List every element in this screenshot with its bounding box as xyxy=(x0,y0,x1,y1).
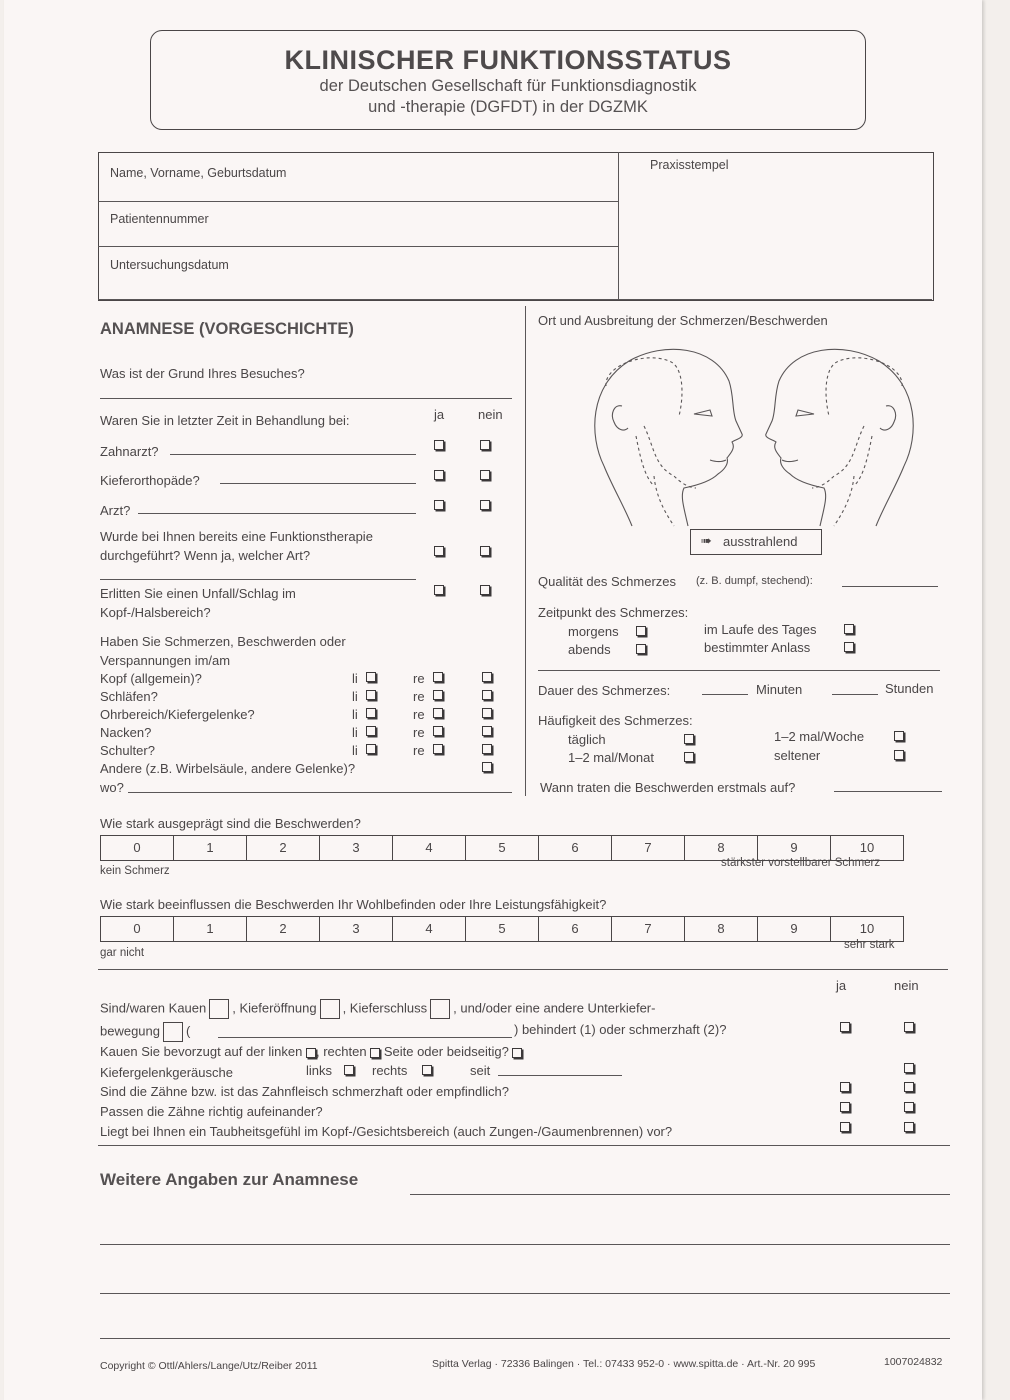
accident-question-1: Erlitten Sie einen Unfall/Schlag im xyxy=(100,586,296,601)
anamnese-heading: ANAMNESE (VORGESCHICHTE) xyxy=(100,320,354,338)
left-jaw-zone xyxy=(644,426,696,488)
ohr-li-checkbox[interactable] xyxy=(366,708,376,718)
first-onset-label: Wann traten die Beschwerden erstmals auf? xyxy=(540,780,796,795)
scale2-option[interactable]: 0 xyxy=(101,917,174,941)
taeglich-checkbox[interactable] xyxy=(684,734,694,744)
bewegung-box[interactable] xyxy=(163,1022,183,1042)
re-label: re xyxy=(413,725,425,740)
further-input-1[interactable] xyxy=(410,1194,950,1195)
pain-item-kopf: Kopf (allgemein)? xyxy=(100,671,202,686)
pain-question-2: Verspannungen im/am xyxy=(100,653,231,668)
further-input-4[interactable] xyxy=(100,1338,950,1339)
left-temporal-zone xyxy=(606,358,682,416)
seit-input[interactable] xyxy=(498,1075,622,1076)
andere-label: Andere (z.B. Wirbelsäule, andere Gelenke)? xyxy=(100,761,356,776)
taubheit-nein-checkbox[interactable] xyxy=(904,1122,914,1132)
re-label: re xyxy=(413,671,425,686)
accident-question-2: Kopf-/Halsbereich? xyxy=(100,605,211,620)
abends-checkbox[interactable] xyxy=(636,644,646,654)
head-diagram[interactable] xyxy=(584,336,924,536)
legend-box xyxy=(690,529,822,555)
treatment-question: Waren Sie in letzter Zeit in Behandlung bei: xyxy=(100,413,350,428)
schulter-re-checkbox[interactable] xyxy=(433,744,443,754)
re-label: re xyxy=(413,707,425,722)
title-box xyxy=(150,30,866,130)
andere-bewegung-label: , und/oder eine andere Unterkiefer- xyxy=(453,1000,656,1016)
tages-label: im Laufe des Tages xyxy=(704,622,817,637)
therapy-question-1: Wurde bei Ihnen bereits eine Funktionstherapie xyxy=(100,529,373,544)
geraeusche-nein-checkbox[interactable] xyxy=(904,1063,914,1073)
article-code: 1007024832 xyxy=(884,1356,943,1368)
woche-checkbox[interactable] xyxy=(894,731,904,741)
passen-ja-checkbox[interactable] xyxy=(840,1102,850,1112)
left-neck-back xyxy=(604,466,632,526)
scale2-option[interactable]: 10 xyxy=(859,921,875,936)
right-jaw-zone xyxy=(812,426,864,488)
hours-input[interactable] xyxy=(832,694,878,695)
frequency-heading: Häufigkeit des Schmerzes: xyxy=(538,713,693,728)
visit-reason-label: Was ist der Grund Ihres Besuches? xyxy=(100,366,305,381)
time-heading: Zeitpunkt des Schmerzes: xyxy=(538,605,689,620)
quality-hint: (z. B. dumpf, stechend): xyxy=(696,575,813,587)
scale1-option[interactable]: 10 xyxy=(859,840,875,855)
seit-label: seit xyxy=(470,1063,491,1078)
name-field[interactable]: Name, Vorname, Geburtsdatum xyxy=(110,166,287,180)
copyright: Copyright © Ottl/Ahlers/Lange/Utz/Reiber 2011 xyxy=(100,1360,318,1372)
oeffnung-label: , Kieferöffnung xyxy=(232,1000,317,1016)
patient-divider xyxy=(618,152,619,299)
schluss-box[interactable] xyxy=(430,999,450,1019)
further-input-2[interactable] xyxy=(100,1244,950,1245)
right-neck-back xyxy=(876,466,904,526)
zahnarzt-input[interactable] xyxy=(170,454,416,455)
monat-label: 1–2 mal/Monat xyxy=(568,750,654,765)
scale2-option[interactable]: 4 xyxy=(393,917,466,941)
bewegung-label: bewegung xyxy=(100,1023,160,1039)
nacken-li-checkbox[interactable] xyxy=(366,726,376,736)
li-label: li xyxy=(352,689,358,704)
arzt-nein-checkbox[interactable] xyxy=(480,500,490,510)
scale2-option[interactable]: 6 xyxy=(539,917,612,941)
anlass-label: bestimmter Anlass xyxy=(704,640,811,655)
scale1-option[interactable]: 4 xyxy=(393,836,466,860)
further-heading: Weitere Angaben zur Anamnese xyxy=(100,1170,359,1189)
right-mouth xyxy=(782,460,798,462)
arzt-ja-checkbox[interactable] xyxy=(434,500,444,510)
scale2-option[interactable]: 1 xyxy=(174,917,247,941)
kopf-re-checkbox[interactable] xyxy=(433,672,443,682)
scale2-option[interactable]: 7 xyxy=(612,917,685,941)
zaehne-label: Sind die Zähne bzw. ist das Zahnfleisch schmerzhaft oder empfindlich? xyxy=(100,1084,509,1099)
kfo-nein-checkbox[interactable] xyxy=(480,470,490,480)
patient-line-1 xyxy=(98,201,618,202)
abends-label: abends xyxy=(568,642,611,657)
func1-nein-checkbox[interactable] xyxy=(904,1022,914,1032)
kauen-links-label: Kauen Sie bevorzugt auf der linken xyxy=(100,1044,303,1059)
behindert-label: ) behindert (1) oder schmerzhaft (2)? xyxy=(514,1022,727,1037)
taeglich-label: täglich xyxy=(568,732,606,747)
left-head-outline xyxy=(595,349,742,526)
right-head-outline xyxy=(766,349,913,526)
scale1-option[interactable]: 1 xyxy=(174,836,247,860)
bewegung-input[interactable] xyxy=(218,1037,512,1038)
head-diagram-svg xyxy=(584,336,924,536)
kopf-nein-checkbox[interactable] xyxy=(482,672,492,682)
func-ja-header: ja xyxy=(836,978,847,993)
seltener-label: seltener xyxy=(774,748,821,763)
passen-label: Passen die Zähne richtig aufeinander? xyxy=(100,1104,323,1119)
scale2-option[interactable]: 5 xyxy=(466,917,539,941)
scale1-option[interactable]: 7 xyxy=(612,836,685,860)
time-input[interactable] xyxy=(538,670,940,671)
andere-nein-checkbox[interactable] xyxy=(482,762,492,772)
left-mouth xyxy=(710,460,726,462)
scale2-question: Wie stark beeinflussen die Beschwerden Ihr Wohlbefinden oder Ihre Leistungsfähigkeit? xyxy=(100,897,607,912)
pain-question-1: Haben Sie Schmerzen, Beschwerden oder xyxy=(100,634,346,649)
kauen-label: Sind/waren Kauen xyxy=(100,1000,207,1016)
left-ear xyxy=(612,406,628,430)
taubheit-label: Liegt bei Ihnen ein Taubheitsgefühl im Kopf-/Gesichtsbereich (auch Zungen-/Gaumenbrennen) vor? xyxy=(100,1124,673,1139)
quality-input[interactable] xyxy=(842,586,938,587)
therapy-nein-checkbox[interactable] xyxy=(480,546,490,556)
patient-line-2 xyxy=(98,246,618,247)
accident-nein-checkbox[interactable] xyxy=(480,585,490,595)
morgens-label: morgens xyxy=(568,624,619,639)
therapy-ja-checkbox[interactable] xyxy=(434,546,444,556)
schulter-nein-checkbox[interactable] xyxy=(482,744,492,754)
schulter-li-checkbox[interactable] xyxy=(366,744,376,754)
li-label: li xyxy=(352,743,358,758)
kauen-rechts-checkbox[interactable] xyxy=(370,1048,380,1058)
scale1-option[interactable]: 5 xyxy=(466,836,539,860)
pain-item-ohr: Ohrbereich/Kiefergelenke? xyxy=(100,707,255,722)
right-temporal-zone xyxy=(826,358,902,416)
pain-item-nacken: Nacken? xyxy=(100,725,152,740)
func-nein-header: nein xyxy=(894,978,919,993)
column-divider xyxy=(525,306,526,796)
scale1-option[interactable]: 3 xyxy=(320,836,393,860)
scale1-option[interactable]: 9 xyxy=(758,836,831,860)
func1-ja-checkbox[interactable] xyxy=(840,1022,850,1032)
right-ear xyxy=(880,406,896,430)
beidseitig-label: Seite oder beidseitig? xyxy=(383,1044,509,1059)
monat-checkbox[interactable] xyxy=(684,752,694,762)
arzt-input[interactable] xyxy=(138,513,416,514)
schlaefen-li-checkbox[interactable] xyxy=(366,690,376,700)
first-onset-input[interactable] xyxy=(834,791,942,792)
publisher: Spitta Verlag · 72336 Balingen · Tel.: 07433 952-0 · www.spitta.de · Art.-Nr. 20 995 xyxy=(432,1358,816,1370)
pain-location-heading: Ort und Ausbreitung der Schmerzen/Beschwerden xyxy=(538,313,828,328)
kfo-label: Kieferorthopäde? xyxy=(100,473,200,488)
scale2-option[interactable]: 8 xyxy=(685,917,758,941)
left-eye xyxy=(694,410,712,416)
duration-label: Dauer des Schmerzes: xyxy=(538,683,671,698)
li-label: li xyxy=(352,707,358,722)
seltener-checkbox[interactable] xyxy=(894,750,904,760)
li-label: li xyxy=(352,725,358,740)
scale1-low-label: kein Schmerz xyxy=(100,865,170,877)
scale2-high-label: sehr stark xyxy=(844,939,895,951)
nacken-nein-checkbox[interactable] xyxy=(482,726,492,736)
zahnarzt-ja-checkbox[interactable] xyxy=(434,440,444,450)
minutes-input[interactable] xyxy=(702,694,748,695)
form-subtitle-1: der Deutschen Gesellschaft für Funktionsdiagnostik xyxy=(319,77,697,95)
minuten-label: Minuten xyxy=(756,682,803,697)
therapy-input[interactable] xyxy=(100,579,416,580)
wo-input[interactable] xyxy=(128,792,512,793)
exam-date-field[interactable]: Untersuchungsdatum xyxy=(110,258,229,272)
beidseitig-checkbox[interactable] xyxy=(512,1048,522,1058)
schluss-label: , Kieferschluss xyxy=(342,1000,428,1016)
tages-checkbox[interactable] xyxy=(844,624,854,634)
form-subtitle-2: und -therapie (DGFDT) in der DGZMK xyxy=(368,98,648,116)
ohr-re-checkbox[interactable] xyxy=(433,708,443,718)
pain-item-schlaefen: Schläfen? xyxy=(100,689,158,704)
zaehne-ja-checkbox[interactable] xyxy=(840,1082,850,1092)
wo-label: wo? xyxy=(100,780,124,795)
form-sheet xyxy=(4,0,982,1400)
legend-arrow-icon: ➠ xyxy=(701,533,712,548)
divider-2 xyxy=(98,969,948,970)
scale2-option[interactable]: 9 xyxy=(758,917,831,941)
scale1-option[interactable]: 6 xyxy=(539,836,612,860)
woche-label: 1–2 mal/Woche xyxy=(774,729,865,744)
re-label: re xyxy=(413,689,425,704)
kauen-box[interactable] xyxy=(209,999,229,1019)
pain-item-schulter: Schulter? xyxy=(100,743,155,758)
legend-label: ausstrahlend xyxy=(723,534,798,549)
func-line-1 xyxy=(100,999,655,1019)
right-eye xyxy=(796,410,814,416)
practice-stamp-field[interactable]: Praxisstempel xyxy=(650,158,729,172)
geraeusche-rechts-checkbox[interactable] xyxy=(422,1065,432,1075)
scale1-option[interactable]: 0 xyxy=(101,836,174,860)
kopf-li-checkbox[interactable] xyxy=(366,672,376,682)
taubheit-ja-checkbox[interactable] xyxy=(840,1122,850,1132)
geraeusche-links-checkbox[interactable] xyxy=(344,1065,354,1075)
scale1-option[interactable]: 8 xyxy=(685,836,758,860)
left-neck-zone xyxy=(654,476,674,526)
scale1-question: Wie stark ausgeprägt sind die Beschwerden? xyxy=(100,816,361,831)
li-label: li xyxy=(352,671,358,686)
scale1-high-label: stärkster vorstellbarer Schmerz xyxy=(721,857,881,869)
zaehne-nein-checkbox[interactable] xyxy=(904,1082,914,1092)
schlaefen-re-checkbox[interactable] xyxy=(433,690,443,700)
scale1-option[interactable]: 2 xyxy=(247,836,320,860)
form-title: KLINISCHER FUNKTIONSSTATUS xyxy=(284,45,732,75)
paren-open: ( xyxy=(186,1023,191,1039)
ohr-nein-checkbox[interactable] xyxy=(482,708,492,718)
visit-reason-input[interactable] xyxy=(100,398,512,399)
right-neck-zone xyxy=(834,476,854,526)
zahnarzt-nein-checkbox[interactable] xyxy=(480,440,490,450)
zahnarzt-label: Zahnarzt? xyxy=(100,444,159,459)
scale2-option[interactable]: 2 xyxy=(247,917,320,941)
ja-header: ja xyxy=(434,407,445,422)
geraeusche-rechts-label: rechts xyxy=(372,1063,408,1078)
kfo-input[interactable] xyxy=(220,483,416,484)
schlaefen-nein-checkbox[interactable] xyxy=(482,690,492,700)
morgens-checkbox[interactable] xyxy=(636,626,646,636)
kauen-rechts-label: , rechten xyxy=(315,1044,367,1059)
nacken-re-checkbox[interactable] xyxy=(433,726,443,736)
patient-number-field[interactable]: Patientennummer xyxy=(110,212,209,226)
oeffnung-box[interactable] xyxy=(320,999,340,1019)
section-line xyxy=(98,299,932,300)
divider-3 xyxy=(98,1145,950,1146)
kauen-links-checkbox[interactable] xyxy=(306,1048,316,1058)
func-line-3 xyxy=(100,1044,522,1059)
stunden-label: Stunden xyxy=(885,681,934,696)
scale2-low-label: gar nicht xyxy=(100,947,145,959)
scale2-option[interactable]: 3 xyxy=(320,917,393,941)
re-label: re xyxy=(413,743,425,758)
therapy-question-2: durchgeführt? Wenn ja, welcher Art? xyxy=(100,548,311,563)
func-line-2 xyxy=(100,1022,190,1042)
accident-ja-checkbox[interactable] xyxy=(434,585,444,595)
further-input-3[interactable] xyxy=(100,1293,950,1294)
geraeusche-label: Kiefergelenkgeräusche xyxy=(100,1065,233,1080)
quality-label: Qualität des Schmerzes xyxy=(538,574,677,589)
scale2 xyxy=(100,916,904,942)
nein-header: nein xyxy=(478,407,503,422)
arzt-label: Arzt? xyxy=(100,503,131,518)
geraeusche-links-label: links xyxy=(306,1063,333,1078)
passen-nein-checkbox[interactable] xyxy=(904,1102,914,1112)
anlass-checkbox[interactable] xyxy=(844,642,854,652)
kfo-ja-checkbox[interactable] xyxy=(434,470,444,480)
